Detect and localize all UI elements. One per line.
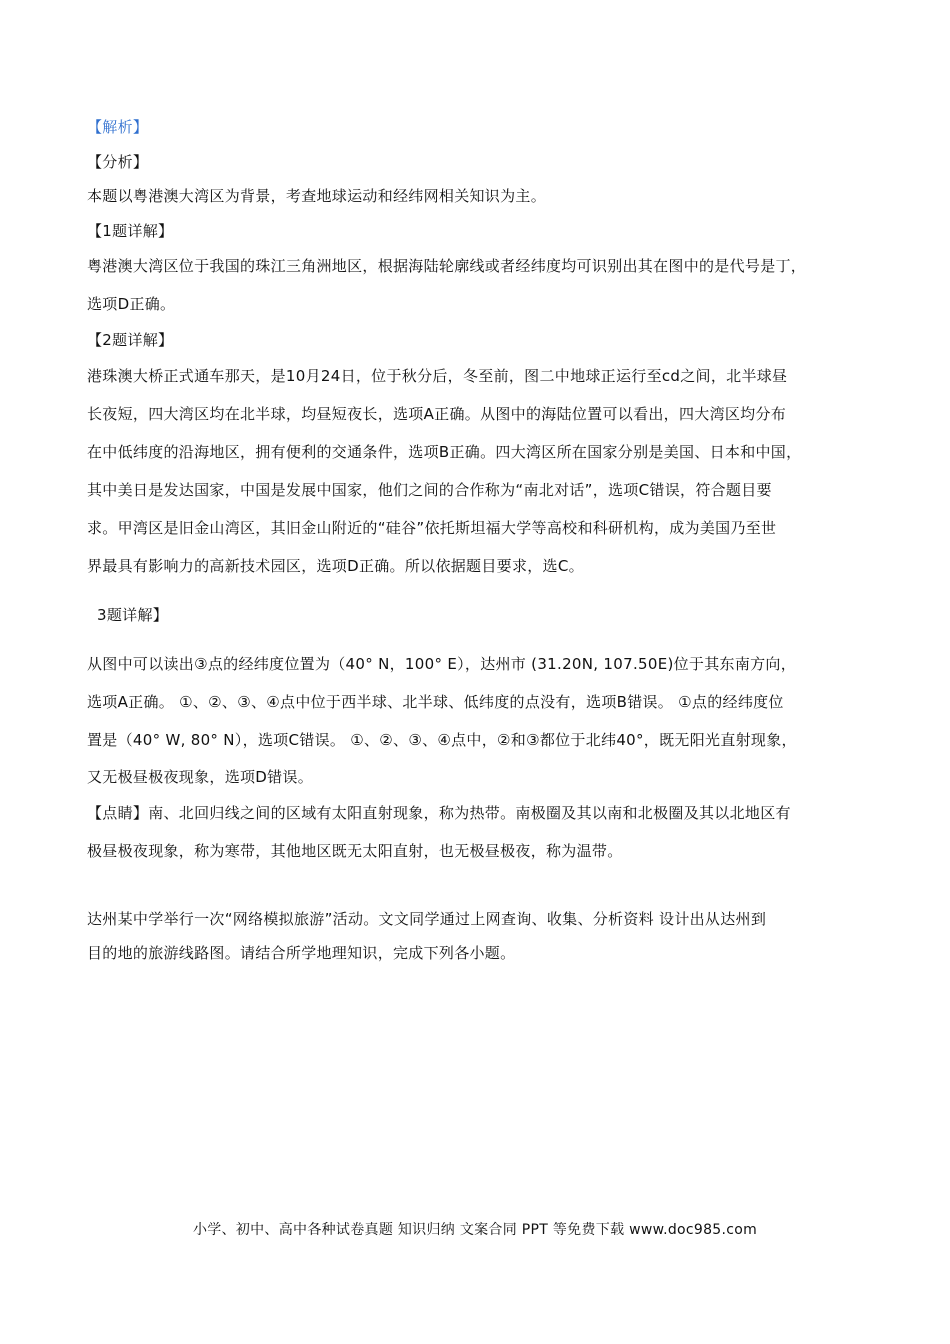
page-footer: 小学、初中、高中各种试卷真题 知识归纳 文案合同 PPT 等免费下载 www.doc985.com bbox=[192, 1222, 758, 1238]
paragraph-line: 从图中可以读出③点的经纬度位置为（40° N，100° E），达州市 (31.20N, 107.50E)位于其东南方向， bbox=[87, 655, 797, 673]
paragraph-line: 其中美日是发达国家，中国是发展中国家，他们之间的合作称为“南北对话”，选项C错误，符合题目要 bbox=[87, 481, 772, 499]
section-heading-q1: 【1题详解】 bbox=[87, 222, 174, 240]
paragraph-line: 求。甲湾区是旧金山湾区，其旧金山附近的“硅谷”依托斯坦福大学等高校和科研机构，成为美国乃至世 bbox=[87, 519, 777, 537]
paragraph-line: 界最具有影响力的高新技术园区，选项D正确。所以依据题目要求，选C。 bbox=[87, 557, 584, 575]
paragraph-line: 粤港澳大湾区位于我国的珠江三角洲地区，根据海陆轮廓线或者经纬度均可识别出其在图中的是代号是丁， bbox=[87, 257, 807, 275]
paragraph-line: 选项A正确。 ①、②、③、④点中位于西半球、北半球、低纬度的点没有，选项B错误。 ①点的经纬度位 bbox=[87, 693, 784, 711]
paragraph-line: 置是（40° W, 80° N），选项C错误。 ①、②、③、④点中，②和③都位于北纬40°，既无阳光直射现象， bbox=[87, 731, 797, 749]
section-heading-fenxi: 【分析】 bbox=[87, 153, 149, 171]
paragraph-line: 选项D正确。 bbox=[87, 295, 176, 313]
question-intro-line: 达州某中学举行一次“网络模拟旅游”活动。文文同学通过上网查询、收集、分析资料 设计出从达州到 bbox=[87, 910, 767, 928]
question-intro-line: 目的地的旅游线路图。请结合所学地理知识，完成下列各小题。 bbox=[87, 944, 516, 962]
paragraph-line: 本题以粤港澳大湾区为背景，考查地球运动和经纬网相关知识为主。 bbox=[87, 187, 547, 205]
section-heading-q3: 3题详解】 bbox=[97, 606, 169, 624]
analysis-heading: 【解析】 bbox=[87, 118, 149, 136]
paragraph-line: 港珠澳大桥正式通车那天，是10月24日，位于秋分后，冬至前，图二中地球正运行至cd之间，北半球昼 bbox=[87, 367, 788, 385]
note-line: 极昼极夜现象，称为寒带，其他地区既无太阳直射，也无极昼极夜，称为温带。 bbox=[87, 842, 623, 860]
paragraph-line: 又无极昼极夜现象，选项D错误。 bbox=[87, 768, 314, 786]
section-heading-q2: 【2题详解】 bbox=[87, 331, 174, 349]
paragraph-line: 在中低纬度的沿海地区，拥有便利的交通条件，选项B正确。四大湾区所在国家分别是美国、日本和中国， bbox=[87, 443, 802, 461]
paragraph-line: 长夜短，四大湾区均在北半球，均昼短夜长，选项A正确。从图中的海陆位置可以看出，四大湾区均分布 bbox=[87, 405, 787, 423]
note-line: 【点睛】南、北回归线之间的区域有太阳直射现象，称为热带。南极圈及其以南和北极圈及其以北地区有 bbox=[87, 804, 791, 822]
